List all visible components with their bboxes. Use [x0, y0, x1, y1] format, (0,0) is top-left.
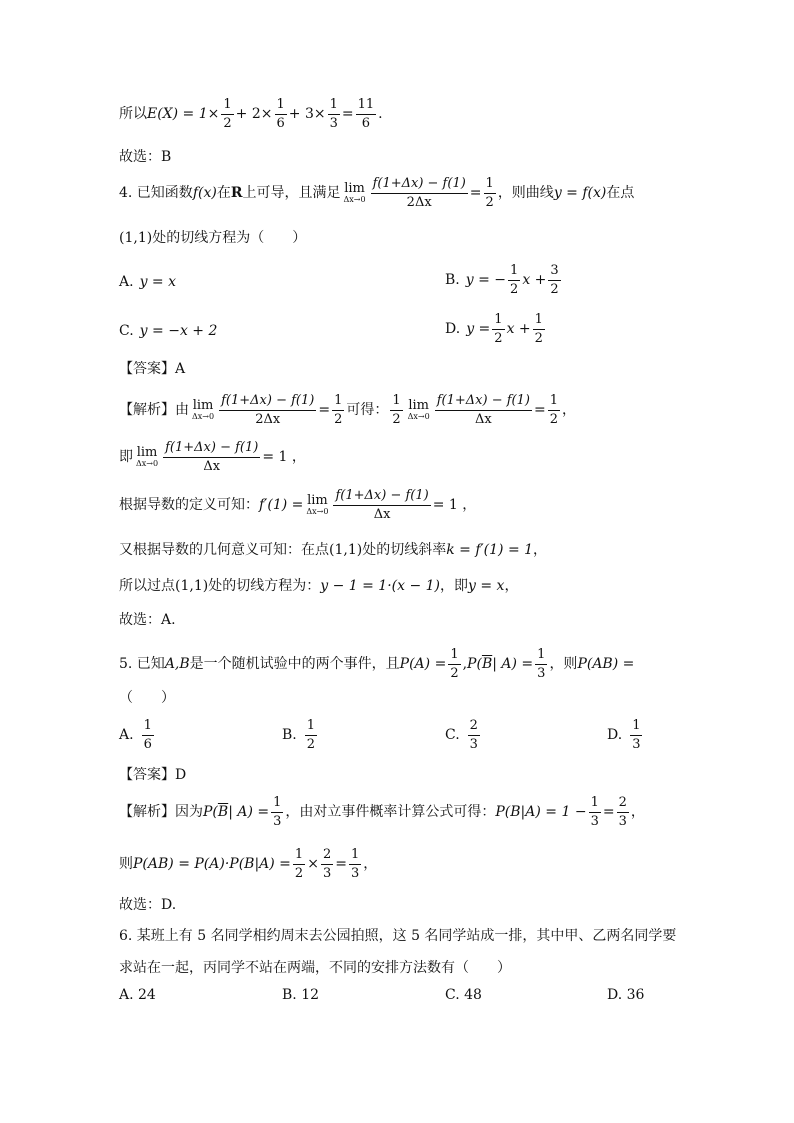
option-5a: A. $\frac{1}{6}$	[119, 718, 152, 752]
option-5d: D. $\frac{1}{3}$	[607, 718, 641, 752]
analysis-4-line-3: 根据导数的定义可知： f′(1) = lim Δx→0 $\frac{f(1+\Delta x) - f(1)}{\Delta x}$ = 1 ，	[119, 488, 477, 522]
option-5b: B. $\frac{1}{2}$	[282, 718, 316, 752]
answer-5: 【答案】D	[119, 767, 187, 783]
analysis-4-line-4: 又根据导数的几何意义可知：在点 (1,1) 处的切线斜率 k = f′(1) = 1 ，	[119, 542, 548, 558]
analysis-4-line-1: 【解析】由 lim Δx→0 $\frac{f(1+\Delta x) - f(1)}{2\Delta x}$ = $\frac{1}{2}$ 可得： $\frac{1}{2}$ lim Δx→0 $\frac{f(1+\Delta x) - f(1)}{\Delta x}$ = $\frac{1}{2}$ ，	[119, 393, 576, 427]
question-4-stem: 4. 已知函数 f(x) 在 R 上可导，且满足 lim Δx→0 $\frac{f(1+\Delta x) - f(1)}{2\Delta x}$ = $\frac{1}{2}$ ，则曲线 y = f(x) 在点	[119, 176, 635, 210]
analysis-4-line-5: 所以过点 (1,1) 处的切线方程为： y − 1 = 1·(x − 1) ，即 y = x ，	[119, 578, 519, 594]
question-6-stem: 6. 某班上有 5 名同学相约周末去公园拍照，这 5 名同学站成一排，其中甲、乙两名同学要	[119, 928, 677, 944]
option-6a: A. 24	[119, 987, 156, 1003]
analysis-5-line-2: 则 P(AB) = P(A)·P(B|A) = $\frac{1}{2}$ × $\frac{2}{3}$ = $\frac{1}{3}$ ，	[119, 847, 378, 881]
fraction: $\frac{11}{6}$	[357, 97, 375, 131]
math: =	[341, 106, 354, 123]
fraction: $\frac{1}{2}$	[485, 176, 494, 210]
question-5-stem: 5. 已知 A,B 是一个随机试验中的两个事件，且 P(A) = $\frac{1}{2}$ , P( $\overline{B}$ | A) = $\frac{1}{3}$ ，则 P(AB) =	[119, 647, 635, 681]
math: + 3×	[288, 106, 326, 123]
answer-4: 【答案】A	[119, 361, 186, 377]
fraction: $\frac{1}{3}$	[329, 97, 338, 131]
analysis-5-line-1: 【解析】因为 P( $\overline{B}$ | A) = $\frac{1}{3}$ ，由对立事件概率计算公式可得： P(B|A) = 1 − $\frac{1}{3}$ = $\frac{2}{3}$ ，	[119, 795, 645, 829]
option-4d: D. y = $\frac{1}{2}$ x + $\frac{1}{2}$	[445, 312, 543, 346]
answer-choice-5: 故选：D.	[119, 897, 177, 913]
option-5c: C. $\frac{2}{3}$	[445, 718, 478, 752]
fraction: $\frac{f(1+\Delta x) - f(1)}{2\Delta x}$	[372, 176, 466, 210]
option-4b: B. y = − $\frac{1}{2}$ x + $\frac{3}{2}$	[445, 263, 559, 297]
option-6d: D. 36	[607, 987, 645, 1003]
fraction: $\frac{1}{6}$	[276, 97, 285, 131]
math: E(X) = 1×	[147, 106, 220, 123]
limit: lim Δx→0	[343, 181, 366, 205]
option-4c: C. y = −x + 2	[119, 323, 218, 339]
analysis-4-line-2: 即 lim Δx→0 $\frac{f(1+\Delta x) - f(1)}{\Delta x}$ = 1 ，	[119, 440, 306, 474]
option-6c: C. 48	[445, 987, 482, 1003]
math: .	[378, 106, 383, 123]
fraction: $\frac{1}{2}$	[223, 97, 232, 131]
expectation-line	[119, 98, 383, 130]
answer-choice-line: 故选：B	[119, 149, 172, 165]
text: 所以	[119, 106, 147, 123]
option-4a: A. y = x	[119, 274, 176, 290]
question-4-stem-2: (1,1) 处的切线方程为（ ）	[119, 230, 307, 246]
option-6b: B. 12	[282, 987, 320, 1003]
answer-choice-4: 故选：A.	[119, 612, 176, 628]
question-6-stem-2: 求站在一起，丙同学不站在两端，不同的安排方法数有（ ）	[119, 960, 511, 976]
math: + 2×	[235, 106, 273, 123]
question-5-stem-2: （ ）	[119, 690, 175, 706]
